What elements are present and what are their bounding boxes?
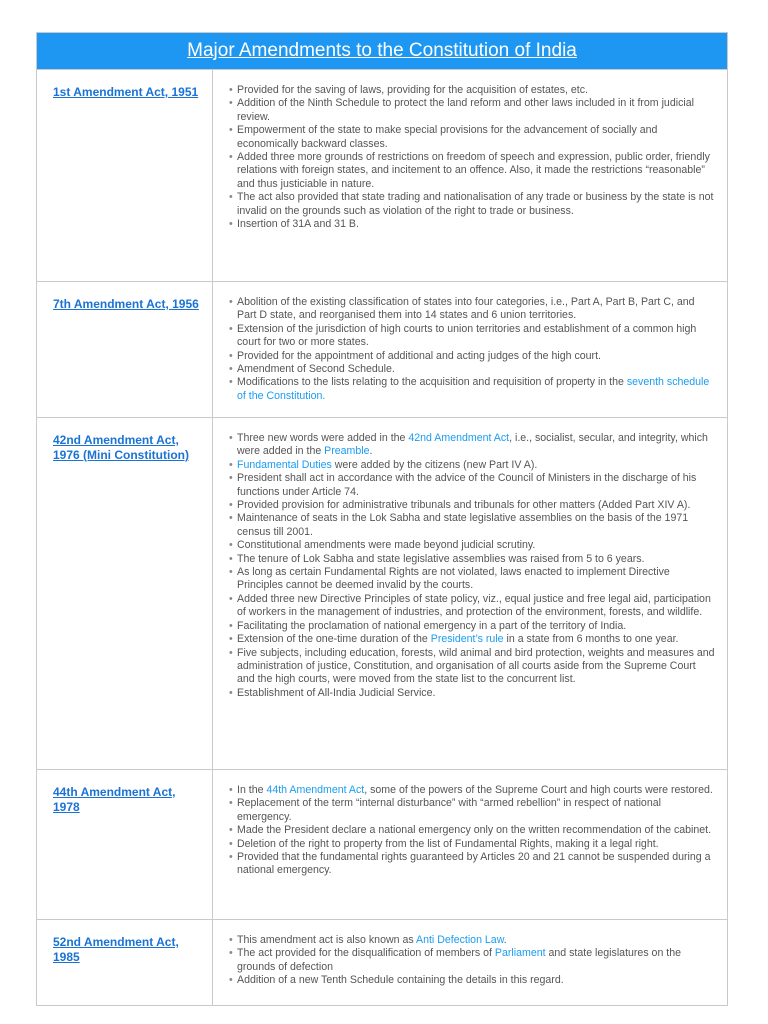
provisions-list	[213, 418, 727, 711]
provisions-list	[213, 920, 727, 999]
list-item	[237, 472, 715, 499]
list-item	[237, 838, 715, 851]
provision-text: Facilitating the proclamation of national emergency in a part of the territory of India.	[237, 619, 627, 632]
provision-text: , i.e., socialist, secular, and integrity, which were added in the	[237, 432, 708, 458]
list-item	[237, 620, 715, 633]
provision-text: In the	[237, 784, 267, 796]
provision-text: Addition of the Ninth Schedule to protect the land reform and other laws included in it from judicial review.	[237, 97, 694, 123]
list-item	[237, 934, 715, 947]
provisions-cell	[213, 770, 728, 920]
provision-text: Provided for the saving of laws, providing for the acquisition of estates, etc.	[237, 84, 588, 96]
reference-link[interactable]: Anti Defection Law	[416, 934, 504, 946]
list-item	[237, 432, 715, 459]
provision-text: .	[369, 445, 373, 458]
list-item	[237, 499, 715, 512]
provision-text: Three new words were added in the	[237, 432, 409, 444]
amendment-act-link[interactable]: 7th Amendment Act, 1956	[53, 297, 199, 311]
list-item	[237, 191, 715, 218]
provision-text: The tenure of Lok Sabha and state legislative assemblies was raised from 5 to 6 years.	[237, 552, 645, 565]
provision-text: Provided provision for administrative tribunals and tribunals for other matters (Added Part XIV A).	[237, 499, 691, 512]
list-item	[237, 84, 715, 97]
reference-link[interactable]: President’s rule	[430, 633, 504, 646]
provision-text: Establishment of All-India Judicial Service.	[237, 686, 436, 699]
amendment-act-link[interactable]: 52nd Amendment Act, 1985	[53, 935, 179, 964]
amendment-act-link[interactable]: 1st Amendment Act, 1951	[53, 85, 199, 99]
provision-text: The act provided for the disqualification of members of	[237, 947, 495, 960]
reference-link[interactable]: 44th Amendment Act	[266, 784, 365, 796]
list-item	[237, 296, 715, 323]
provision-text: and state legislatures on the grounds of defection	[237, 947, 682, 973]
list-item	[237, 566, 715, 593]
list-item	[237, 593, 715, 620]
provision-text: Five subjects, including education, forests, wild animal and bird protection, weights and measures and administration of justice, Constitution, and organisation of all courts aside from the Supreme Court and the high courts, were moved from the state list to the concurrent list.	[237, 646, 715, 686]
reference-link[interactable]: Parliament	[494, 947, 546, 960]
amendments-document	[36, 32, 728, 1006]
list-item	[237, 784, 715, 797]
provision-text: Abolition of the existing classification of states into four categories, i.e., Part A, Part B, Part C, and Part D state, and reorganised them into 14 states and 6 union territories.	[237, 296, 695, 322]
provision-text: Added three new Directive Principles of state policy, viz., equal justice and free legal aid, participation of workers in the management of industries, and protection of the environment, forests, and wildlife.	[237, 592, 711, 619]
provisions-cell	[213, 70, 728, 282]
provision-text: Modifications to the lists relating to the acquisition and requisition of property in the	[237, 376, 627, 389]
provision-text: As long as certain Fundamental Rights are not violated, laws enacted to implement Directive Principles cannot be deemed invalid by the courts.	[237, 566, 670, 592]
provision-text: , some of the powers of the Supreme Court and high courts were restored.	[364, 784, 713, 796]
provision-text: Insertion of 31A and 31 B.	[237, 218, 359, 231]
provision-text: The act also provided that state trading and nationalisation of any trade or business by the state is not invalid on the grounds such as violation of the right to trade or business.	[237, 191, 714, 217]
act-cell	[37, 920, 213, 1006]
list-item	[237, 97, 715, 124]
table-row	[37, 418, 728, 770]
provision-text: Amendment of Second Schedule.	[237, 363, 395, 376]
provision-text: Constitutional amendments were made beyond judicial scrutiny.	[237, 539, 536, 552]
provisions-list	[213, 770, 727, 889]
list-item	[237, 323, 715, 350]
provision-text: Extension of the jurisdiction of high courts to union territories and establishment of a common high court for two or more states.	[237, 322, 697, 349]
provision-text: Added three more grounds of restrictions on freedom of speech and expression, public order, friendly relations with foreign states, and incitement to an offence. Also, it made the restrictions “reasonable” and thus justiciable in nature.	[237, 151, 710, 190]
list-item	[237, 647, 715, 687]
reference-link[interactable]: Fundamental Duties	[237, 458, 332, 471]
provisions-list	[213, 70, 727, 242]
reference-link[interactable]: 42nd Amendment Act	[408, 432, 510, 444]
act-cell	[37, 70, 213, 282]
table-row	[37, 282, 728, 418]
list-item	[237, 363, 715, 376]
act-cell	[37, 418, 213, 770]
table-row	[37, 920, 728, 1006]
page-title: Major Amendments to the Constitution of India	[187, 40, 577, 61]
act-cell	[37, 770, 213, 920]
list-item	[237, 376, 715, 403]
list-item	[237, 851, 715, 878]
provisions-list	[213, 282, 727, 414]
provision-text: in a state from 6 months to one year.	[503, 633, 679, 646]
provision-text: This amendment act is also known as	[237, 934, 417, 946]
amendments-table-body	[37, 70, 728, 1006]
provision-text: Extension of the one-time duration of the	[237, 633, 431, 646]
provision-text: President shall act in accordance with the advice of the Council of Ministers in the discharge of his functions under Article 74.	[237, 472, 697, 498]
list-item	[237, 350, 715, 363]
reference-link[interactable]: seventh schedule of the Constitution.	[237, 376, 710, 402]
provision-text: Replacement of the term “internal disturbance” with “armed rebellion” in respect of national emergency.	[237, 797, 661, 823]
list-item	[237, 947, 715, 974]
list-item	[237, 824, 715, 837]
list-item	[237, 539, 715, 552]
title-bar	[36, 32, 728, 69]
table-row	[37, 770, 728, 920]
table-row	[37, 70, 728, 282]
provision-text: Empowerment of the state to make special provisions for the advancement of socially and economically backward classes.	[237, 124, 658, 150]
amendments-table	[36, 69, 728, 1006]
list-item	[237, 687, 715, 700]
act-cell	[37, 282, 213, 418]
list-item	[237, 797, 715, 824]
provision-text: were added by the citizens (new Part IV A).	[331, 458, 538, 471]
provision-text: Made the President declare a national emergency only on the written recommendation of the cabinet.	[237, 824, 712, 837]
list-item	[237, 512, 715, 539]
provision-text: Provided for the appointment of additional and acting judges of the high court.	[237, 349, 601, 362]
amendment-act-link[interactable]: 42nd Amendment Act, 1976 (Mini Constitution)	[53, 433, 189, 462]
provisions-cell	[213, 920, 728, 1006]
provision-text: Deletion of the right to property from the list of Fundamental Rights, making it a legal right.	[237, 837, 659, 850]
provision-text: Provided that the fundamental rights guaranteed by Articles 20 and 21 cannot be suspended during a national emergency.	[237, 851, 711, 877]
provisions-cell	[213, 418, 728, 770]
amendment-act-link[interactable]: 44th Amendment Act, 1978	[53, 785, 176, 814]
list-item	[237, 974, 715, 987]
provision-text: Maintenance of seats in the Lok Sabha and state legislative assemblies on the basis of the 1971 census till 2001.	[237, 512, 689, 538]
list-item	[237, 218, 715, 231]
list-item	[237, 151, 715, 191]
list-item	[237, 553, 715, 566]
provision-text: .	[503, 934, 507, 946]
list-item	[237, 459, 715, 472]
provision-text: Addition of a new Tenth Schedule containing the details in this regard.	[237, 974, 564, 987]
list-item	[237, 124, 715, 151]
provisions-cell	[213, 282, 728, 418]
list-item	[237, 633, 715, 646]
reference-link[interactable]: Preamble	[324, 445, 370, 458]
